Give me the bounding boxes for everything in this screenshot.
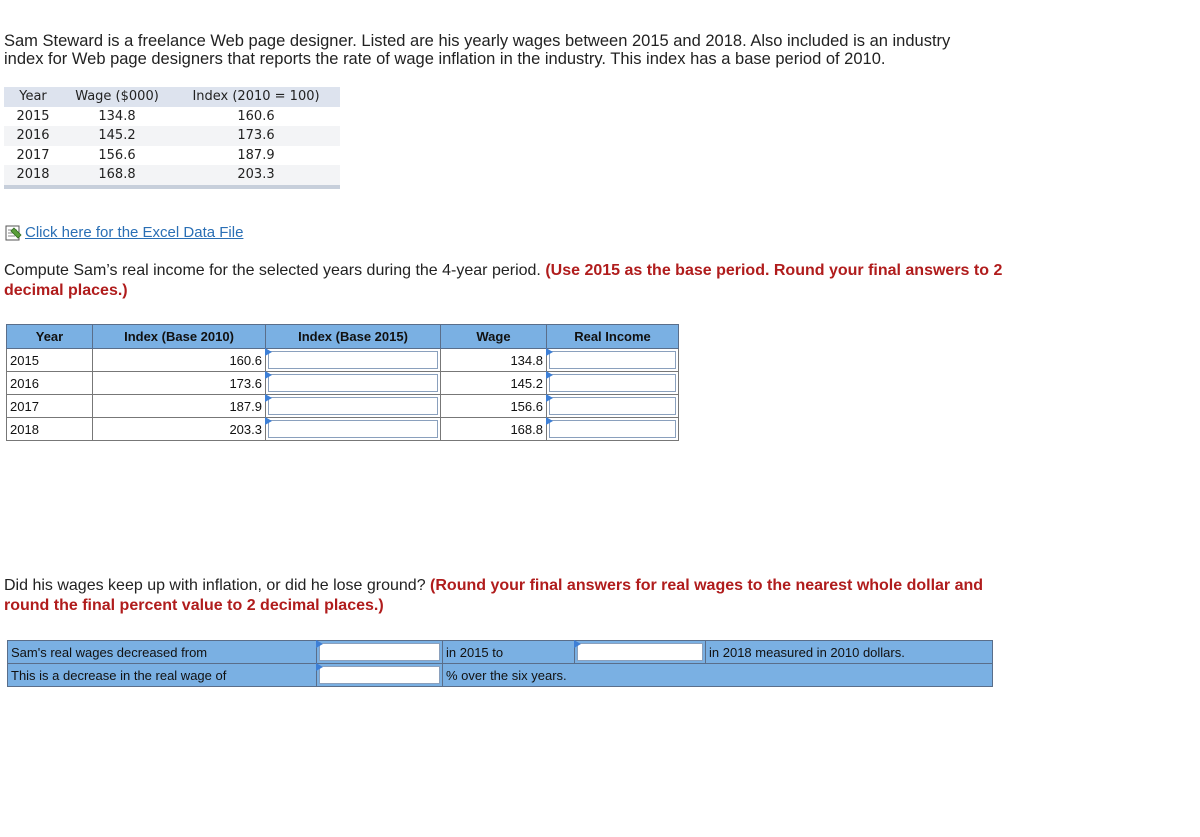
real-income-input[interactable] (549, 397, 676, 415)
year-cell: 2018 (16, 167, 50, 183)
real-wage-2018-input[interactable] (577, 643, 703, 661)
index-2010-cell: 187.9 (93, 395, 266, 418)
index-2010-cell: 203.3 (93, 418, 266, 441)
index-cell: 187.9 (237, 147, 275, 163)
index-2015-input-cell[interactable] (266, 372, 441, 395)
year-cell: 2015 (7, 349, 93, 372)
index-2015-input[interactable] (268, 374, 438, 392)
question-2-instruction: (Round your final answers for real wages to the nearest whole dollar and round the final percent value to 2 decimal places.) (4, 577, 984, 614)
index-cell: 173.6 (237, 128, 275, 144)
index-2015-input[interactable] (268, 397, 438, 415)
index-2010-cell: 160.6 (93, 349, 266, 372)
excel-data-link[interactable] (5, 224, 243, 241)
real-income-input-cell[interactable] (547, 395, 679, 418)
question-1-instruction: (Use 2015 as the base period. Round your final answers to 2 decimal places.) (4, 262, 1003, 299)
input-flag-icon (265, 371, 272, 379)
real-wage-end-label: in 2018 measured in 2010 dollars. (706, 641, 993, 664)
year-cell: 2016 (7, 372, 93, 395)
header-index-2010: Index (Base 2010) (93, 325, 266, 349)
header-year: Year (7, 325, 93, 349)
header-wage: Wage (441, 325, 547, 349)
index-2015-input-cell[interactable] (266, 395, 441, 418)
real-wage-mid-label: in 2015 to (443, 641, 575, 664)
header-year: Year (19, 89, 47, 105)
index-cell: 160.6 (237, 108, 275, 124)
table-footer-bar (4, 185, 340, 189)
wage-index-table (4, 87, 340, 189)
table-row (4, 165, 340, 185)
wage-cell: 168.8 (98, 167, 136, 183)
input-flag-icon (574, 640, 581, 648)
table-row (7, 349, 679, 372)
input-flag-icon (265, 348, 272, 356)
table-row (4, 126, 340, 146)
answer-header-row (7, 325, 679, 349)
header-index: Index (2010 = 100) (192, 89, 320, 105)
answer-row-2 (8, 664, 993, 687)
question-2-text: Did his wages keep up with inflation, or did he lose ground? (4, 577, 431, 594)
real-income-input-cell[interactable] (547, 418, 679, 441)
real-income-input[interactable] (549, 420, 676, 438)
intro-text: Sam Steward is a freelance Web page designer. Listed are his yearly wages between 2015 and 2018. Also included is an industry index for Web page designers that reports the rate of wage inflation in the industry. This index has a base period of 2010. (4, 32, 951, 68)
real-income-input[interactable] (549, 374, 676, 392)
wage-cell: 156.6 (98, 147, 136, 163)
question-2 (4, 576, 1004, 616)
index-2015-input[interactable] (268, 420, 438, 438)
question-1 (4, 261, 1004, 301)
index-2015-input-cell[interactable] (266, 418, 441, 441)
input-flag-icon (316, 640, 323, 648)
decrease-percent-input-cell[interactable] (317, 664, 443, 687)
table-header-row (4, 87, 340, 107)
real-wage-2015-input-cell[interactable] (317, 641, 443, 664)
wage-cell: 145.2 (441, 372, 547, 395)
table-row (7, 372, 679, 395)
index-cell: 203.3 (237, 167, 275, 183)
decrease-percent-input[interactable] (319, 666, 440, 684)
decrease-mid-label: % over the six years. (443, 664, 993, 687)
table-row (4, 146, 340, 166)
input-flag-icon (546, 417, 553, 425)
answer-row-1 (8, 641, 993, 664)
table-row (4, 107, 340, 127)
index-2010-cell: 173.6 (93, 372, 266, 395)
input-flag-icon (546, 394, 553, 402)
wage-cell: 156.6 (441, 395, 547, 418)
wage-cell: 145.2 (98, 128, 136, 144)
wage-cell: 134.8 (441, 349, 547, 372)
footer-bar (4, 185, 340, 189)
year-cell: 2017 (7, 395, 93, 418)
header-wage: Wage ($000) (75, 89, 159, 105)
real-wage-2015-input[interactable] (319, 643, 440, 661)
table-row (7, 395, 679, 418)
real-wage-answer-table (7, 640, 993, 687)
year-cell: 2018 (7, 418, 93, 441)
index-2015-input[interactable] (268, 351, 438, 369)
year-cell: 2015 (16, 108, 50, 124)
decrease-label: This is a decrease in the real wage of (8, 664, 317, 687)
real-wage-label: Sam's real wages decreased from (8, 641, 317, 664)
header-real-income: Real Income (547, 325, 679, 349)
table-row (7, 418, 679, 441)
input-flag-icon (265, 394, 272, 402)
wage-cell: 168.8 (441, 418, 547, 441)
real-income-table (6, 324, 679, 441)
input-flag-icon (265, 417, 272, 425)
question-1-text: Compute Sam’s real income for the selected years during the 4-year period. (4, 262, 546, 279)
input-flag-icon (316, 663, 323, 671)
real-wage-2018-input-cell[interactable] (575, 641, 706, 664)
wage-cell: 134.8 (98, 108, 136, 124)
header-index-2015: Index (Base 2015) (266, 325, 441, 349)
year-cell: 2017 (16, 147, 50, 163)
real-income-input-cell[interactable] (547, 349, 679, 372)
index-2015-input-cell[interactable] (266, 349, 441, 372)
excel-link-text[interactable]: Click here for the Excel Data File (25, 224, 244, 241)
real-income-input[interactable] (549, 351, 676, 369)
year-cell: 2016 (16, 128, 50, 144)
excel-file-icon (5, 225, 23, 241)
real-income-input-cell[interactable] (547, 372, 679, 395)
input-flag-icon (546, 348, 553, 356)
input-flag-icon (546, 371, 553, 379)
